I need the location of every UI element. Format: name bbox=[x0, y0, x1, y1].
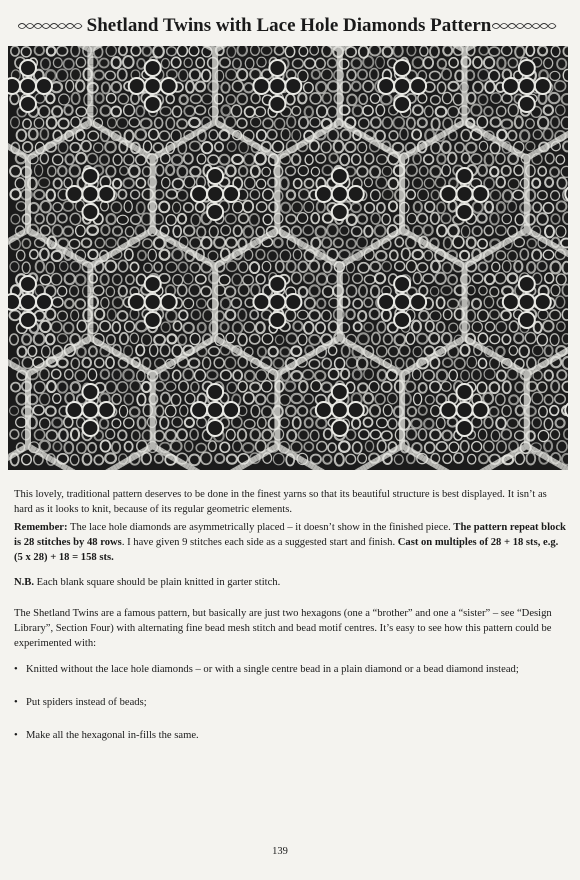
bullet-list bbox=[14, 662, 566, 761]
cast-on-text: Cast on multiples of 28 + 18 sts, e.g. (5 x 28) + 18 = 158 sts. bbox=[14, 537, 559, 563]
bullet-icon: • bbox=[14, 664, 18, 675]
bullet-text: Knitted without the lace hole diamonds – or with a single centre bead in a plain diamond or a bead diamond instead; bbox=[26, 664, 519, 675]
bullet-icon: • bbox=[14, 730, 18, 741]
list-item bbox=[14, 728, 566, 743]
nb-label: N.B. bbox=[14, 577, 35, 588]
bullet-text: Make all the hexagonal in-fills the same. bbox=[26, 730, 199, 741]
remember-label: Remember: bbox=[14, 522, 68, 533]
paragraph-nb bbox=[14, 575, 566, 590]
nb-text: Each blank square should be plain knitted in garter stitch. bbox=[34, 577, 281, 588]
repeat-block-text: The pattern repeat block is 28 stitches by 48 rows bbox=[14, 522, 566, 548]
remember-text-2: . I have given 9 stitches each side as a suggested start and finish. bbox=[121, 537, 398, 548]
lace-texture-image bbox=[8, 46, 568, 470]
paragraph-intro: This lovely, traditional pattern deserves to be done in the finest yarns so that its beautiful structure is best displayed. It isn’t as hard as it looks to knit, because of its regular geometric elements. bbox=[14, 489, 547, 515]
paragraph-remember bbox=[14, 520, 566, 565]
remember-text: The lace hole diamonds are asymmetrically placed – it doesn’t show in the finished piece. bbox=[67, 522, 454, 533]
bullet-text: Put spiders instead of beads; bbox=[26, 697, 147, 708]
left-ornament-icon bbox=[18, 21, 84, 31]
right-ornament-icon bbox=[492, 21, 558, 31]
title-row bbox=[0, 8, 580, 44]
bullet-icon: • bbox=[14, 697, 18, 708]
page-number: 139 bbox=[272, 846, 288, 857]
list-item bbox=[14, 695, 566, 710]
page-title: Shetland Twins with Lace Hole Diamonds Pattern bbox=[86, 15, 492, 36]
lace-pattern-photo bbox=[8, 46, 568, 470]
paragraph-shetland-twins: The Shetland Twins are a famous pattern, but basically are just two hexagons (one a “brother” and one a “sister” – see “Design Library”, Section Four) with alternating fine bead mesh stitch and bead motif centres. It’s easy to see how this pattern could be experimented with: bbox=[14, 608, 552, 649]
list-item bbox=[14, 662, 566, 677]
